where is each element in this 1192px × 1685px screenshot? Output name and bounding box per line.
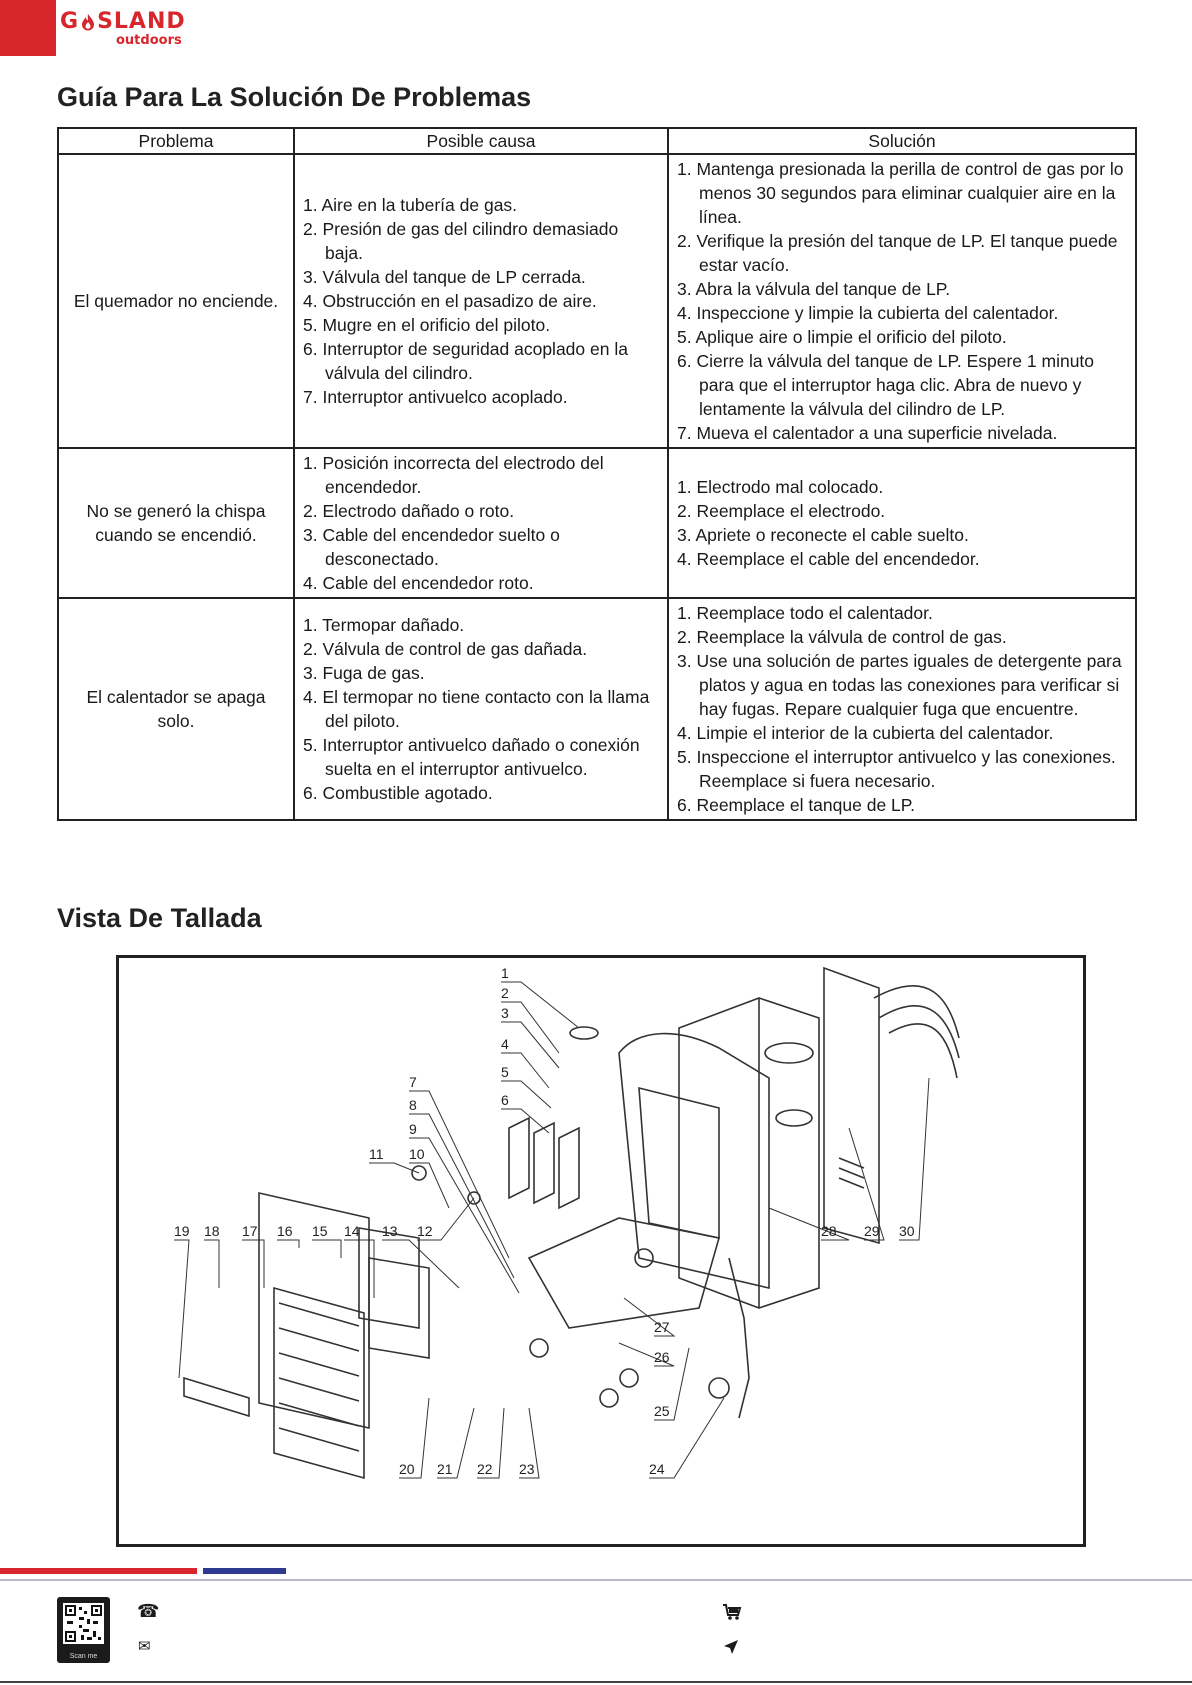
accent-bar-red: [0, 1568, 197, 1574]
exploded-view-drawing: [119, 958, 1083, 1544]
list-item: 3. Apriete o reconecte el cable suelto.: [677, 525, 969, 545]
shop-cart-icon: [722, 1603, 742, 1621]
solutions-cell: [668, 448, 1136, 598]
problem-cell: El calentador se apaga solo.: [58, 598, 294, 820]
list-item: 4. Obstrucción en el pasadizo de aire.: [303, 291, 597, 311]
list-item: 6. Interruptor de seguridad acoplado en la válvula del cilindro.: [303, 339, 628, 383]
part-number-label: 3: [501, 1005, 509, 1021]
part-number-label: 30: [899, 1223, 915, 1239]
part-number-label: 22: [477, 1461, 493, 1477]
part-number-label: 9: [409, 1121, 417, 1137]
brand-corner-block: [0, 0, 56, 56]
table-row: [58, 154, 1136, 448]
list-item: 3. Use una solución de partes iguales de detergente para platos y agua en todas las conexiones para verificar si hay fugas. Repare cualquier fuga que encuentre.: [677, 651, 1122, 719]
list-item: 1. Mantenga presionada la perilla de control de gas por lo menos 30 segundos para eliminar cualquier aire en la línea.: [677, 159, 1124, 227]
part-number-label: 11: [369, 1146, 384, 1162]
page-bottom-rule: [0, 1681, 1192, 1683]
list-item: 1. Termopar dañado.: [303, 615, 465, 635]
qr-code[interactable]: [57, 1597, 110, 1663]
table-row: [58, 448, 1136, 598]
flame-icon: [80, 13, 96, 31]
part-number-label: 18: [204, 1223, 220, 1239]
list-item: 6. Combustible agotado.: [303, 783, 493, 803]
qr-caption: Scan me: [69, 1653, 98, 1660]
part-number-label: 26: [654, 1349, 670, 1365]
part-number-label: 7: [409, 1074, 417, 1090]
part-number-label: 15: [312, 1223, 328, 1239]
part-number-label: 14: [344, 1223, 360, 1239]
list-item: 4. Cable del encendedor roto.: [303, 573, 534, 593]
troubleshooting-table: [57, 127, 1137, 821]
list-item: 3. Cable del encendedor suelto o desconectado.: [303, 525, 560, 569]
list-item: 4. Reemplace el cable del encendedor.: [677, 549, 980, 569]
table-row: [58, 598, 1136, 820]
part-number-label: 29: [864, 1223, 880, 1239]
list-item: 7. Mueva el calentador a una superficie nivelada.: [677, 423, 1058, 443]
list-item: 4. Limpie el interior de la cubierta del calentador.: [677, 723, 1054, 743]
exploded-view-diagram: [116, 955, 1086, 1547]
part-number-label: 23: [519, 1461, 535, 1477]
list-item: 4. Inspeccione y limpie la cubierta del calentador.: [677, 303, 1059, 323]
solutions-cell: [668, 598, 1136, 820]
problem-cell: El quemador no enciende.: [58, 154, 294, 448]
problem-cell: No se generó la chispa cuando se encendió.: [58, 448, 294, 598]
list-item: 2. Electrodo dañado o roto.: [303, 501, 515, 521]
list-item: 5. Aplique aire o limpie el orificio del piloto.: [677, 327, 1007, 347]
list-item: 1. Electrodo mal colocado.: [677, 477, 884, 497]
list-item: 6. Reemplace el tanque de LP.: [677, 795, 916, 815]
heater-parts-drawing: [184, 968, 959, 1478]
list-item: 3. Fuga de gas.: [303, 663, 425, 683]
solutions-cell: [668, 154, 1136, 448]
causes-cell: [294, 154, 668, 448]
part-number-label: 5: [501, 1064, 509, 1080]
footer-accent-bars: [0, 1568, 1192, 1576]
list-item: 1. Aire en la tubería de gas.: [303, 195, 518, 215]
header-solution: Solución: [668, 128, 1136, 154]
list-item: 1. Reemplace todo el calentador.: [677, 603, 933, 623]
list-item: 3. Válvula del tanque de LP cerrada.: [303, 267, 586, 287]
list-item: 2. Reemplace el electrodo.: [677, 501, 886, 521]
part-number-label: 12: [417, 1223, 433, 1239]
location-arrow-icon: [723, 1639, 739, 1655]
list-item: 4. El termopar no tiene contacto con la llama del piloto.: [303, 687, 650, 731]
list-item: 2. Presión de gas del cilindro demasiado baja.: [303, 219, 619, 263]
part-number-label: 2: [501, 985, 509, 1001]
part-number-label: 1: [501, 965, 509, 981]
part-number-label: 17: [242, 1223, 258, 1239]
causes-cell: [294, 448, 668, 598]
list-item: 2. Válvula de control de gas dañada.: [303, 639, 588, 659]
part-number-label: 20: [399, 1461, 415, 1477]
part-number-label: 21: [437, 1461, 453, 1477]
part-number-label: 27: [654, 1319, 670, 1335]
brand-logo[interactable]: [60, 10, 186, 48]
part-number-label: 13: [382, 1223, 398, 1239]
part-number-label: 6: [501, 1092, 509, 1108]
list-item: 5. Mugre en el orificio del piloto.: [303, 315, 551, 335]
brand-tagline: outdoors: [116, 33, 182, 48]
part-number-label: 28: [821, 1223, 837, 1239]
exploded-view-title: Vista De Tallada: [57, 903, 262, 933]
accent-bar-blue: [203, 1568, 286, 1574]
part-number-label: 19: [174, 1223, 190, 1239]
list-item: 6. Cierre la válvula del tanque de LP. Espere 1 minuto para que el interruptor haga clic. Abra de nuevo y lentamente la válvula del cilindro de LP.: [677, 351, 1095, 419]
list-item: 2. Verifique la presión del tanque de LP. El tanque puede estar vacío.: [677, 231, 1118, 275]
troubleshooting-title: Guía Para La Solución De Problemas: [57, 82, 532, 112]
table-header-row: [58, 128, 1136, 154]
header-cause: Posible causa: [294, 128, 668, 154]
causes-cell: [294, 598, 668, 820]
part-number-labels: [174, 965, 915, 1477]
list-item: 5. Inspeccione el interruptor antivuelco y las conexiones. Reemplace si fuera necesario.: [677, 747, 1116, 791]
phone-icon: ☎: [137, 1601, 160, 1621]
list-item: 7. Interruptor antivuelco acoplado.: [303, 387, 568, 407]
part-number-label: 10: [409, 1146, 425, 1162]
part-number-label: 16: [277, 1223, 293, 1239]
mail-icon: ✉: [138, 1638, 151, 1655]
part-number-label: 8: [409, 1097, 417, 1113]
part-number-label: 25: [654, 1403, 670, 1419]
brand-name-left: G: [60, 9, 80, 34]
part-number-label: 24: [649, 1461, 665, 1477]
qr-code-icon: [63, 1603, 104, 1644]
footer-divider: [0, 1579, 1192, 1581]
list-item: 2. Reemplace la válvula de control de gas.: [677, 627, 1007, 647]
list-item: 1. Posición incorrecta del electrodo del encendedor.: [303, 453, 604, 497]
list-item: 5. Interruptor antivuelco dañado o conexión suelta en el interruptor antivuelco.: [303, 735, 640, 779]
list-item: 3. Abra la válvula del tanque de LP.: [677, 279, 951, 299]
header-problem: Problema: [58, 128, 294, 154]
part-number-label: 4: [501, 1036, 509, 1052]
brand-name-right: SLAND: [97, 9, 186, 34]
